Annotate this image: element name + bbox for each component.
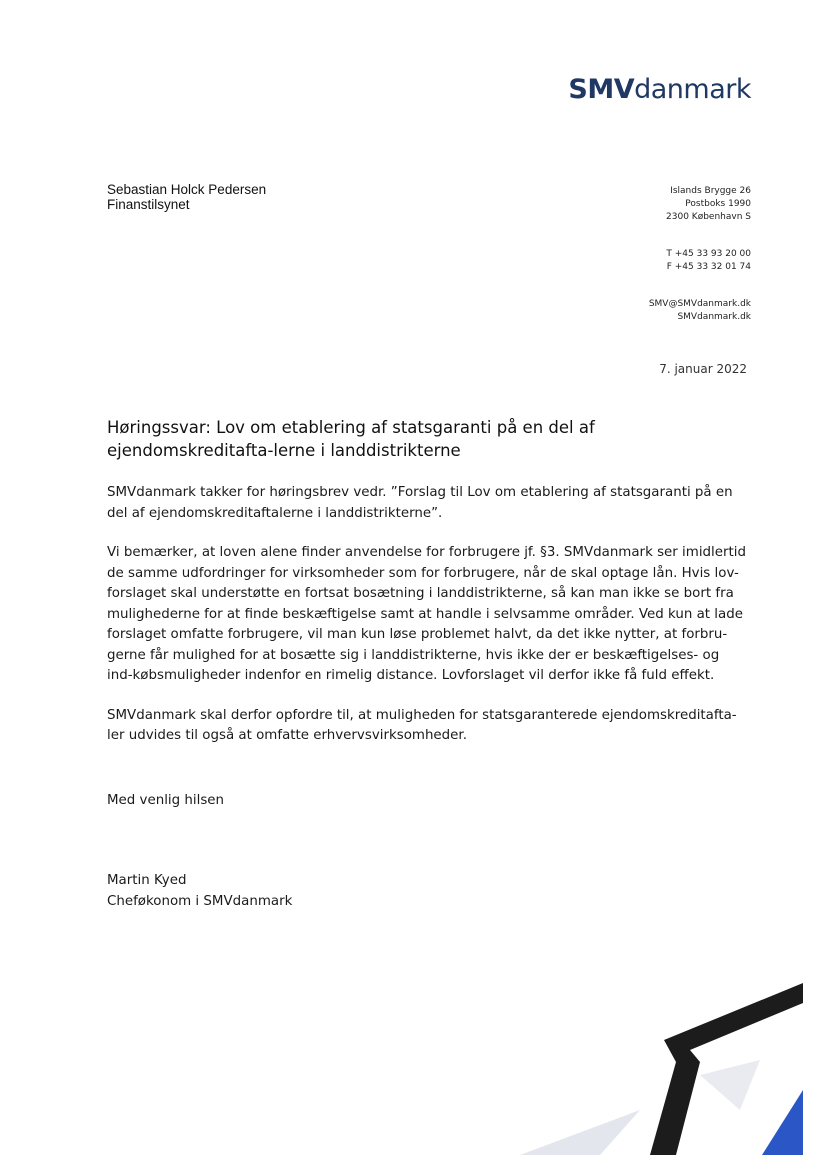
sender-city: 2300 København S xyxy=(666,212,751,222)
deco-blue-triangle xyxy=(762,1090,803,1155)
logo-brand-light: danmark xyxy=(634,74,751,105)
body-paragraph: SMVdanmark skal derfor opfordre til, at muligheden for statsgaranterede ejendomskreditafta-ler udvides til også at omfatte erhvervsvirksomheder. xyxy=(107,707,737,743)
sender-web: SMVdanmark.dk xyxy=(677,312,751,322)
closing-greeting: Med venlig hilsen xyxy=(107,793,225,808)
signature-title: Cheføkonom i SMVdanmark xyxy=(107,893,293,909)
signature-name: Martin Kyed xyxy=(107,873,187,888)
body-paragraph: SMVdanmark takker for høringsbrev vedr. ”Forslag til Lov om etablering af statsgaranti på en del af ejendomskreditaftalerne i landdistrikterne”. xyxy=(107,485,733,521)
letter-subject: Høringssvar: Lov om etablering af statsgaranti på en del af ejendomskreditafta-lerne i landdistrikterne xyxy=(107,418,595,460)
sender-street: Islands Brygge 26 xyxy=(670,186,751,196)
sender-fax: F +45 33 32 01 74 xyxy=(666,262,751,272)
deco-light-shape-2 xyxy=(700,1060,760,1110)
sender-email: SMV@SMVdanmark.dk xyxy=(648,299,751,309)
logo-brand-bold: SMV xyxy=(568,74,635,105)
letter-date: 7. januar 2022 xyxy=(659,362,747,376)
body-paragraph: Vi bemærker, at loven alene finder anvendelse for forbrugere jf. §3. SMVdanmark ser imidlertid de samme udfordringer for virksomheder som for forbrugere, når de skal optage lån. Hvis lov-forslaget skal understøtte en fortsat bosætning i landdistrikterne, så kan man ikke se bort fra mulighederne for at finde beskæftigelse samt at handle i selvsamme områder. Ved kun at lade forslaget omfatte forbrugere, vil man kun løse problemet halvt, da det ikke nytter, at forbru-gerne får mulighed for at bosætte sig i landdistrikterne, hvis ikke der er beskæftigelses- og ind-købsmuligheder indenfor en rimelig distance. Lovforslaget vil derfor ikke få fuld effekt. xyxy=(107,545,746,683)
sender-phone: T +45 33 93 20 00 xyxy=(666,249,751,259)
recipient-organization: Finanstilsynet xyxy=(107,197,190,212)
recipient-name: Sebastian Holck Pedersen xyxy=(107,182,267,197)
deco-light-shape xyxy=(520,1110,640,1155)
sender-po-box: Postboks 1990 xyxy=(685,199,751,209)
